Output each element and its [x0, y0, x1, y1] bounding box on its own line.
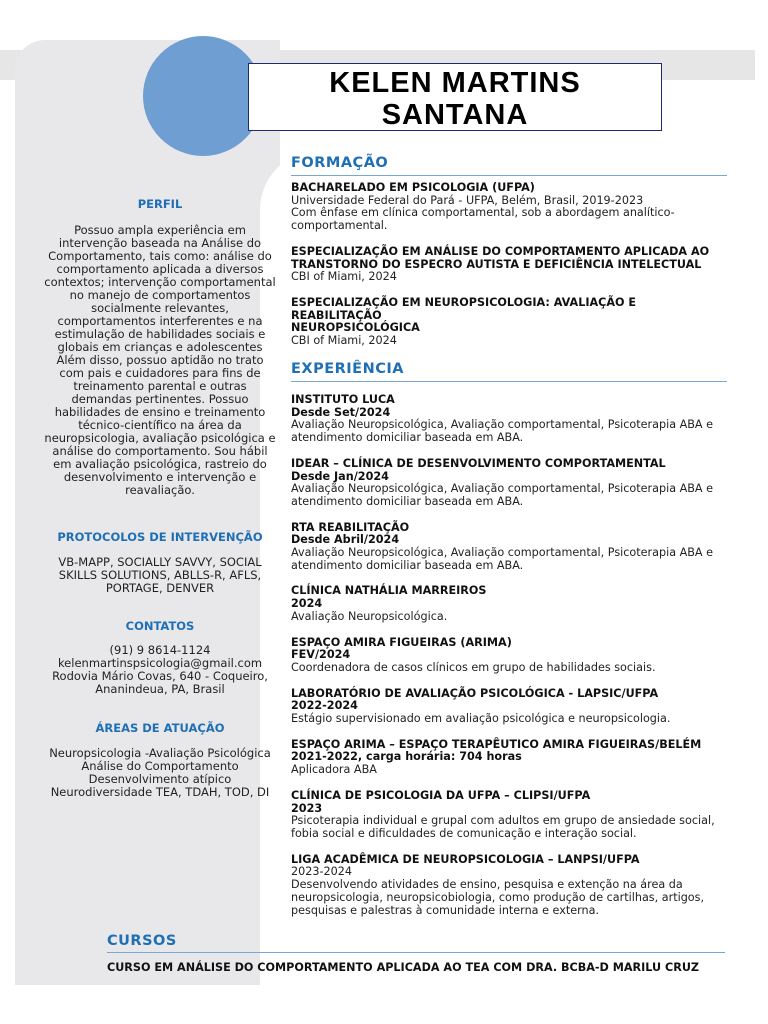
- experiencia-item: [291, 522, 731, 573]
- exp-date: Desde Set/2024: [291, 405, 391, 419]
- areas-list: [44, 747, 276, 799]
- formacao-title-cont: NEUROPSICOLÓGICA: [291, 321, 420, 335]
- experiencia-divider: [291, 381, 727, 382]
- experiencia-item: [291, 688, 731, 726]
- exp-desc: Psicoterapia individual e grupal com adultos em grupo de ansiedade social, fobia social e dificuldades de comunicação e interação social.: [291, 814, 715, 840]
- exp-title: ESPAÇO ARIMA – ESPAÇO TERAPÊUTICO AMIRA FIGUEIRAS/BELÉM: [291, 737, 702, 751]
- name-line-2: SANTANA: [381, 99, 529, 131]
- experiencia-item: [291, 637, 731, 675]
- exp-date: 2024: [291, 597, 323, 611]
- exp-date: 2023-2024: [291, 865, 352, 879]
- area-item: Análise do Comportamento: [81, 759, 239, 773]
- address: Rodovia Mário Covas, 640 - Coqueiro, Ananindeua, PA, Brasil: [52, 669, 268, 696]
- exp-title: ESPAÇO AMIRA FIGUEIRAS (ARIMA): [291, 635, 512, 649]
- experiencia-item: [291, 394, 731, 445]
- exp-desc: Desenvolvendo atividades de ensino, pesquisa e extenção na área da neuropsicologia, neuropsicobiologia, como produção de cartilhas, artigos, pesquisas e palestras à comunidade interna e externa.: [291, 878, 705, 917]
- exp-desc: Estágio supervisionado em avaliação psicológica e neuropsicologia.: [291, 712, 671, 726]
- exp-date: Desde Jan/2024: [291, 469, 389, 483]
- experiencia-item: [291, 854, 731, 918]
- exp-title: CLÍNICA DE PSICOLOGIA DA UFPA – CLIPSI/UFPA: [291, 788, 591, 802]
- formacao-title: BACHARELADO EM PSICOLOGIA (UFPA): [291, 181, 535, 194]
- exp-title: LABORATÓRIO DE AVALIAÇÃO PSICOLÓGICA - LAPSIC/UFPA: [291, 686, 659, 700]
- experiencia-item: [291, 790, 731, 841]
- formacao-institution: Universidade Federal do Pará - UFPA, Belém, Brasil, 2019-2023: [291, 193, 644, 207]
- exp-desc: Avaliação Neuropsicológica.: [291, 609, 448, 623]
- exp-date: 2022-2024: [291, 699, 358, 713]
- formacao-divider: [291, 175, 727, 176]
- formacao-title: ESPECIALIZAÇÃO EM ANÁLISE DO COMPORTAMENTO APLICADA AO TRANSTORNO DO ESPECRO AUTISTA E DEFICIÊNCIA INTELECTUAL: [291, 244, 710, 271]
- contatos-heading: CONTATOS: [125, 619, 195, 633]
- exp-date: Desde Abril/2024: [291, 533, 400, 547]
- cursos-heading: CURSOS: [107, 933, 177, 949]
- exp-title: LIGA ACADÊMICA DE NEUROPSICOLOGIA – LANPSI/UFPA: [291, 852, 640, 866]
- areas-heading: ÁREAS DE ATUAÇÃO: [95, 721, 225, 735]
- formacao-heading: FORMAÇÃO: [291, 155, 389, 171]
- exp-date: 2021-2022, carga horária: 704 horas: [291, 750, 522, 764]
- phone: (91) 9 8614-1124: [109, 643, 211, 657]
- formacao-item: [291, 297, 731, 348]
- formacao-institution: CBI of Miami, 2024: [291, 270, 397, 284]
- exp-desc: Avaliação Neuropsicológica, Avaliação comportamental, Psicoterapia ABA e atendimento domiciliar baseada em ABA.: [291, 546, 714, 572]
- exp-desc: Coordenadora de casos clínicos em grupo de habilidades sociais.: [291, 660, 656, 674]
- exp-date: 2023: [291, 801, 323, 815]
- avatar-circle: [143, 36, 263, 156]
- exp-desc: Avaliação Neuropsicológica, Avaliação comportamental, Psicoterapia ABA e atendimento domiciliar baseada em ABA.: [291, 482, 714, 508]
- contatos-block: [44, 644, 276, 696]
- experiencia-item: [291, 458, 731, 509]
- exp-desc: Avaliação Neuropsicológica, Avaliação comportamental, Psicoterapia ABA e atendimento domiciliar baseada em ABA.: [291, 418, 714, 445]
- formacao-list: [291, 182, 731, 361]
- email: kelenmartinspsicologia@gmail.com: [57, 656, 263, 670]
- exp-title: INSTITUTO LUCA: [291, 393, 395, 406]
- experiencia-item: [291, 585, 731, 623]
- formacao-title: ESPECIALIZAÇÃO EM NEUROPSICOLOGIA: AVALIAÇÃO E REABILITAÇÃO: [291, 295, 637, 322]
- formacao-institution: CBI of Miami, 2024: [291, 334, 397, 348]
- experiencia-item: [291, 739, 731, 777]
- area-item: Desenvolvimento atípico: [88, 772, 232, 786]
- exp-date: FEV/2024: [291, 648, 351, 662]
- experiencia-heading: EXPERIÊNCIA: [291, 361, 404, 377]
- exp-title: CLÍNICA NATHÁLIA MARREIROS: [291, 584, 487, 598]
- exp-desc: Aplicadora ABA: [291, 763, 377, 777]
- formacao-item: [291, 246, 731, 284]
- perfil-text: Possuo ampla experiência em intervenção baseada na Análise do Comportamento, tais como: análise do comportamento aplicada a diversos contextos; intervenção comportamental no manejo de comportamentos socialmente relevantes, comportamentos interferentes e na estimulação de habilidades sociais e globais em crianças e adolescentes Além disso, possuo aptidão no trato com pais e cuidadores para fins de treinamento parental e outras demandas pertinentes. Possuo habilidades de ensino e treinamento técnico-científico na área da neuropsicologia, avaliação psicológica e análise do comportamento. Sou hábil em avaliação psicológica, rastreio do desenvolvimento e intervenção e reavaliação.: [44, 223, 276, 497]
- name-title: [248, 63, 662, 131]
- cursos-divider: [107, 952, 725, 953]
- formacao-item: [291, 182, 731, 233]
- exp-title: IDEAR – CLÍNICA DE DESENVOLVIMENTO COMPORTAMENTAL: [291, 456, 666, 470]
- exp-title: RTA REABILITAÇÃO: [291, 520, 410, 534]
- sidebar-background: [15, 40, 280, 985]
- formacao-desc: Com ênfase em clínica comportamental, sob a abordagem analítico-comportamental.: [291, 206, 675, 233]
- experiencia-list: [291, 394, 731, 930]
- perfil-heading: PERFIL: [137, 197, 183, 211]
- protocolos-text: VB-MAPP, SOCIALLY SAVVY, SOCIAL SKILLS SOLUTIONS, ABLLS-R, AFLS, PORTAGE, DENVER: [58, 555, 262, 595]
- curso-item: CURSO EM ANÁLISE DO COMPORTAMENTO APLICADA AO TEA COM DRA. BCBA-D MARILU CRUZ: [107, 961, 700, 974]
- area-item: Neurodiversidade TEA, TDAH, TOD, DI: [50, 785, 270, 799]
- name-line-1: KELEN MARTINS: [329, 67, 581, 99]
- protocolos-heading: PROTOCOLOS DE INTERVENÇÃO: [57, 530, 263, 544]
- area-item: Neuropsicologia -Avaliação Psicológica: [49, 746, 271, 760]
